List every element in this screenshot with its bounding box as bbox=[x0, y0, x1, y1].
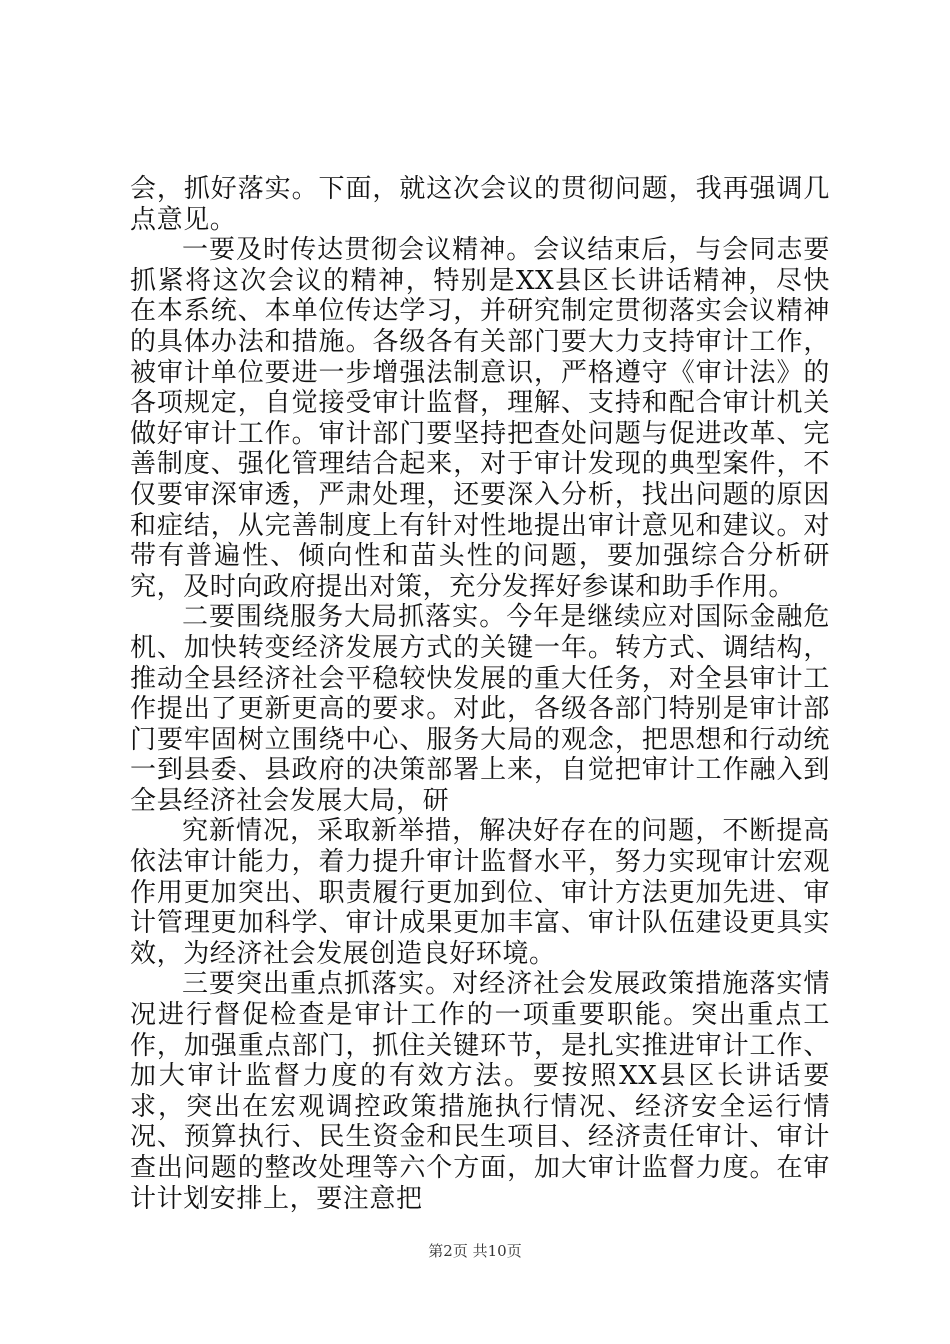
document-body bbox=[130, 174, 830, 1214]
page-footer: 第2页 共10页 bbox=[428, 1242, 522, 1260]
paragraph-5: 三要突出重点抓落实。对经济社会发展政策措施落实情况进行督促检查是审计工作的一项重要职能。突出重点工作，加强重点部门，抓住关键环节，是扎实推进审计工作、加大审计监督力度的有效方法。要按照XX县区长讲话要求，突出在宏观调控政策措施执行情况、经济安全运行情况、预算执行、民生资金和民生项目、经济责任审计、审计查出问题的整改处理等六个方面，加大审计监督力度。在审计计划安排上，要注意把 bbox=[130, 969, 830, 1214]
paragraph-3: 二要围绕服务大局抓落实。今年是继续应对国际金融危机、加快转变经济发展方式的关键一年。转方式、调结构，推动全县经济社会平稳较快发展的重大任务，对全县审计工作提出了更新更高的要求。对此，各级各部门特别是审计部门要牢固树立围绕中心、服务大局的观念，把思想和行动统一到县委、县政府的决策部署上来，自觉把审计工作融入到全县经济社会发展大局，研 bbox=[130, 602, 830, 816]
paragraph-1: 会，抓好落实。下面，就这次会议的贯彻问题，我再强调几点意见。 bbox=[130, 174, 830, 235]
paragraph-4: 究新情况，采取新举措，解决好存在的问题，不断提高依法审计能力，着力提升审计监督水平，努力实现审计宏观作用更加突出、职责履行更加到位、审计方法更加先进、审计管理更加科学、审计成果更加丰富、审计队伍建设更具实效，为经济社会发展创造良好环境。 bbox=[130, 816, 830, 969]
paragraph-2: 一要及时传达贯彻会议精神。会议结束后，与会同志要抓紧将这次会议的精神，特别是XX县区长讲话精神，尽快在本系统、本单位传达学习，并研究制定贯彻落实会议精神的具体办法和措施。各级各有关部门要大力支持审计工作，被审计单位要进一步增强法制意识，严格遵守《审计法》的各项规定，自觉接受审计监督，理解、支持和配合审计机关做好审计工作。审计部门要坚持把查处问题与促进改革、完善制度、强化管理结合起来，对于审计发现的典型案件，不仅要审深审透，严肃处理，还要深入分析，找出问题的原因和症结，从完善制度上有针对性地提出审计意见和建议。对带有普遍性、倾向性和苗头性的问题，要加强综合分析研究，及时向政府提出对策，充分发挥好参谋和助手作用。 bbox=[130, 235, 830, 602]
